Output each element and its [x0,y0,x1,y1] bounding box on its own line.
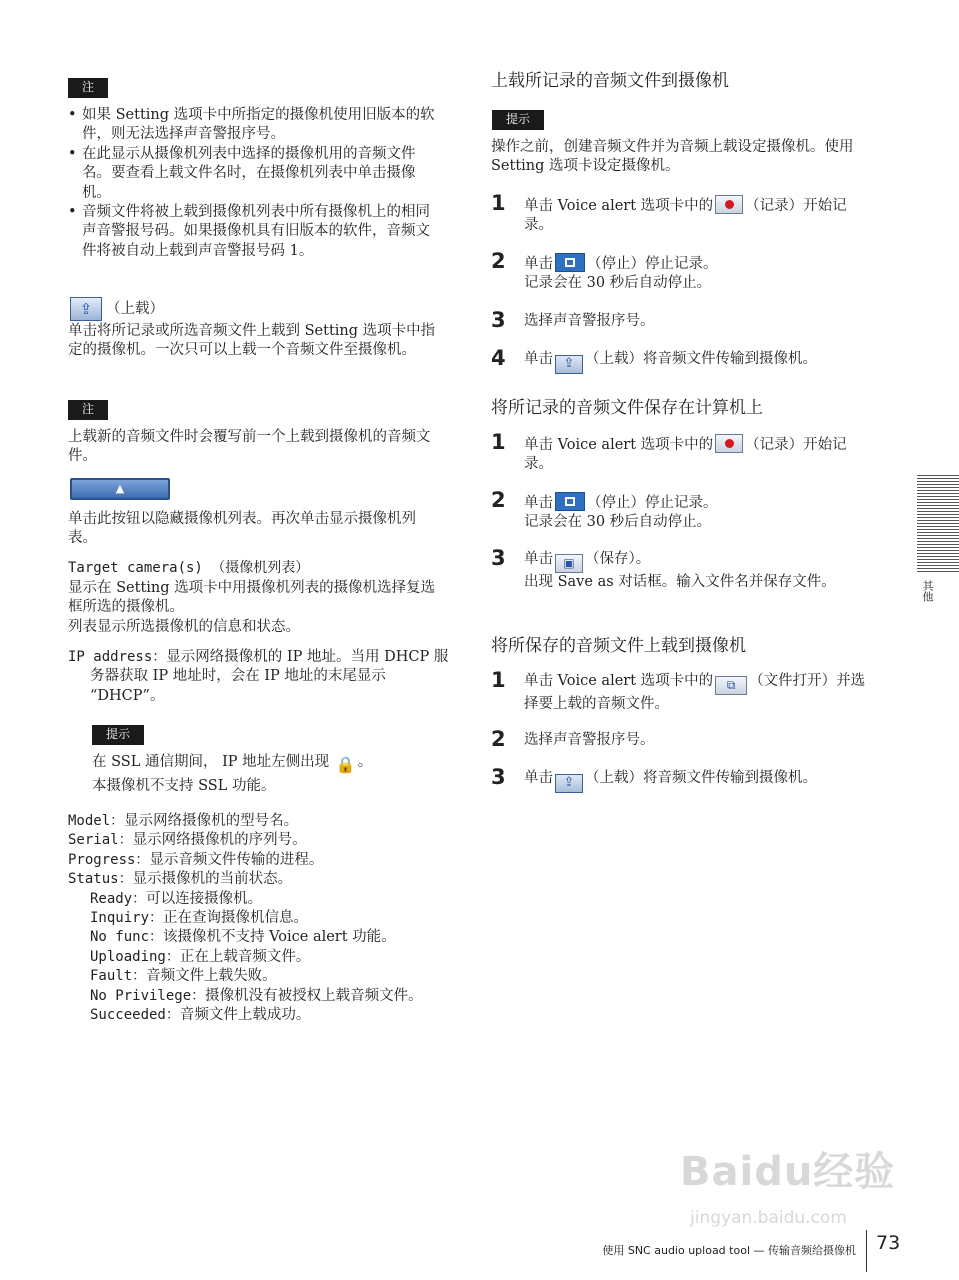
status-row [68,909,448,928]
hint-tag: 提示 [492,110,544,130]
section-tab-label: 其他 [921,580,934,602]
status-text: 可以连接摄像机。 [146,890,263,907]
save-icon: ▣ [555,554,583,573]
step-text [524,350,869,374]
step-text-a: 单击 Voice alert 选项卡中的 [524,437,714,453]
status-text: 正在查询摄像机信息。 [163,910,309,927]
status-row [68,987,448,1006]
section-title: 将所保存的音频文件上载到摄像机 [491,636,746,656]
record-icon [715,434,743,453]
status-label: Uploading： [90,948,180,965]
target-description-2: 列表显示所选摄像机的信息和状态。 [68,619,300,635]
step-text-a: 单击 [524,495,553,511]
status-label: Succeeded： [90,1007,180,1024]
field-text: 显示网络摄像机的 IP 地址。当用 DHCP 服务器获取 IP 地址时，会在 IP 地址的末尾显示 “DHCP”。 [90,649,449,704]
page-footer: 使用 SNC audio upload tool — 传输音频给摄像机 [602,1244,856,1257]
upload-description: 单击将所记录或所选音频文件上载到 Setting 选项卡中指定的摄像机。一次只可以上载一个音频文件至摄像机。 [68,323,436,359]
field-text: 显示音频文件传输的进程。 [149,851,324,868]
status-label: Fault： [90,968,147,985]
collapse-description: 单击此按钮以隐藏摄像机列表。再次单击显示摄像机列表。 [68,511,416,547]
status-row [68,948,448,967]
status-label: Inquiry： [90,910,164,927]
collapse-list-button: ▲ [70,478,170,500]
note-tag: 注 [68,400,108,420]
watermark-logo [680,1140,896,1228]
ip-address-entry [68,648,460,706]
target-description: 显示在 Setting 选项卡中用摄像机列表的摄像机选择复选框所选的摄像机。 [68,580,436,616]
field-text: 显示摄像机的当前状态。 [132,871,293,888]
step-text: 选择声音警报序号。 [524,313,655,329]
field-label: Serial： [68,832,133,849]
step-text [524,434,869,475]
hint-text: 操作之前，创建音频文件并为音频上载设定摄像机。使用 Setting 选项卡设定摄像机。 [491,139,854,175]
step-number: 4 [491,346,506,370]
step-number: 2 [491,249,506,273]
field-row [68,851,448,870]
note-text: 上载新的音频文件时会覆写前一个上载到摄像机的音频文件。 [68,429,431,465]
note-tag: 注 [68,78,108,98]
step-text-c: 记录会在 30 秒后自动停止。 [524,514,712,531]
status-row [68,928,448,947]
field-text: 显示网络摄像机的型号名。 [124,813,299,829]
step-number: 2 [491,727,506,751]
hint-line-end: 。 [357,754,373,770]
hint-text [92,753,442,796]
field-text: 显示网络摄像机的序列号。 [132,832,307,849]
stop-icon [555,253,585,272]
field-row [68,831,448,850]
step-text [524,769,869,793]
stop-icon [555,492,585,511]
step-text-b: （上载）将音频文件传输到摄像机。 [585,351,817,367]
step-text-b: （保存）。 [585,551,651,567]
list-item: • 音频文件将被上载到摄像机列表中所有摄像机上的相同声音警报号码。如果摄像机具有旧版本的软件，音频文件将被自动上载到声音警报号码 1。 [68,203,443,261]
step-text-a: 单击 [524,770,553,786]
field-row [68,870,448,889]
field-row [68,812,448,831]
field-list [68,812,448,1025]
hint-line-2: 本摄像机不支持 SSL 功能。 [92,778,276,794]
section-title: 上载所记录的音频文件到摄像机 [491,71,729,91]
field-label: Status： [68,871,133,888]
status-row [68,890,448,909]
step-text-b: （上载）将音频文件传输到摄像机。 [585,770,817,786]
status-text: 音频文件上载成功。 [179,1007,311,1024]
step-number: 1 [491,191,506,215]
status-label: Ready： [90,890,147,907]
status-label: No func： [90,929,164,946]
status-label: No Privilege： [90,987,206,1004]
lock-icon: 🔒 [335,755,356,774]
record-icon [715,195,743,214]
step-text [524,492,869,533]
watermark-brand: Baidu经验 [680,1149,896,1195]
section-title: 将所记录的音频文件保存在计算机上 [491,398,763,418]
step-text [524,253,869,294]
upload-icon: ⇪ [555,774,583,793]
step-text [524,550,854,592]
step-number: 1 [491,430,506,454]
step-text-a: 单击 [524,551,553,567]
step-number: 3 [491,308,506,332]
step-text-c: 出现 Save as 对话框。输入文件名并保存文件。 [524,574,836,590]
watermark-url: jingyan.baidu.com [690,1208,847,1228]
status-text: 音频文件上载失败。 [146,968,277,985]
upload-heading: （上载） [106,301,164,317]
step-text-b: （记录）开始记录。 [524,437,847,473]
hint-line: 在 SSL 通信期间， IP 地址左侧出现 [92,754,330,770]
step-text-b: （记录）开始记录。 [524,198,847,234]
status-text: 摄像机没有被授权上载音频文件。 [205,987,423,1004]
folder-open-icon: ⧉ [715,676,747,695]
step-text-a: 单击 [524,351,553,367]
upload-icon: ⇪ [555,355,583,374]
upload-icon: ⇪ [70,297,102,321]
note-list [68,106,443,261]
target-heading: Target camera(s) （摄像机列表） [68,560,310,576]
hint-tag: 提示 [92,725,144,745]
step-text-a: 单击 Voice alert 选项卡中的 [524,198,714,214]
step-number: 1 [491,668,506,692]
step-text [524,672,874,714]
step-text-c: 记录会在 30 秒后自动停止。 [524,275,712,292]
step-number: 3 [491,546,506,570]
step-text [524,195,869,236]
step-text-b: （停止）停止记录。 [587,256,718,272]
page-number: 73 [876,1232,901,1254]
list-item: • 如果 Setting 选项卡中所指定的摄像机使用旧版本的软件，则无法选择声音警报序号。 [68,106,443,145]
status-row [68,967,448,986]
status-text: 正在上载音频文件。 [179,948,311,965]
field-label: Model： [68,813,125,829]
step-number: 2 [491,488,506,512]
field-label: Progress： [68,851,150,868]
step-text-b: （文件打开）并选择要上载的音频文件。 [524,673,866,712]
step-text-a: 单击 Voice alert 选项卡中的 [524,673,714,689]
status-text: 该摄像机不支持 Voice alert 功能。 [163,929,396,946]
step-number: 3 [491,765,506,789]
section-tab-strip [917,473,959,573]
footer-divider [866,1230,867,1272]
step-text: 选择声音警报序号。 [524,732,655,748]
step-text-b: （停止）停止记录。 [587,495,718,511]
step-text-a: 单击 [524,256,553,272]
status-row [68,1006,448,1025]
list-item: • 在此显示从摄像机列表中选择的摄像机用的音频文件名。要查看上载文件名时，在摄像机列表中单击摄像机。 [68,145,443,203]
field-label: IP address： [68,649,167,665]
